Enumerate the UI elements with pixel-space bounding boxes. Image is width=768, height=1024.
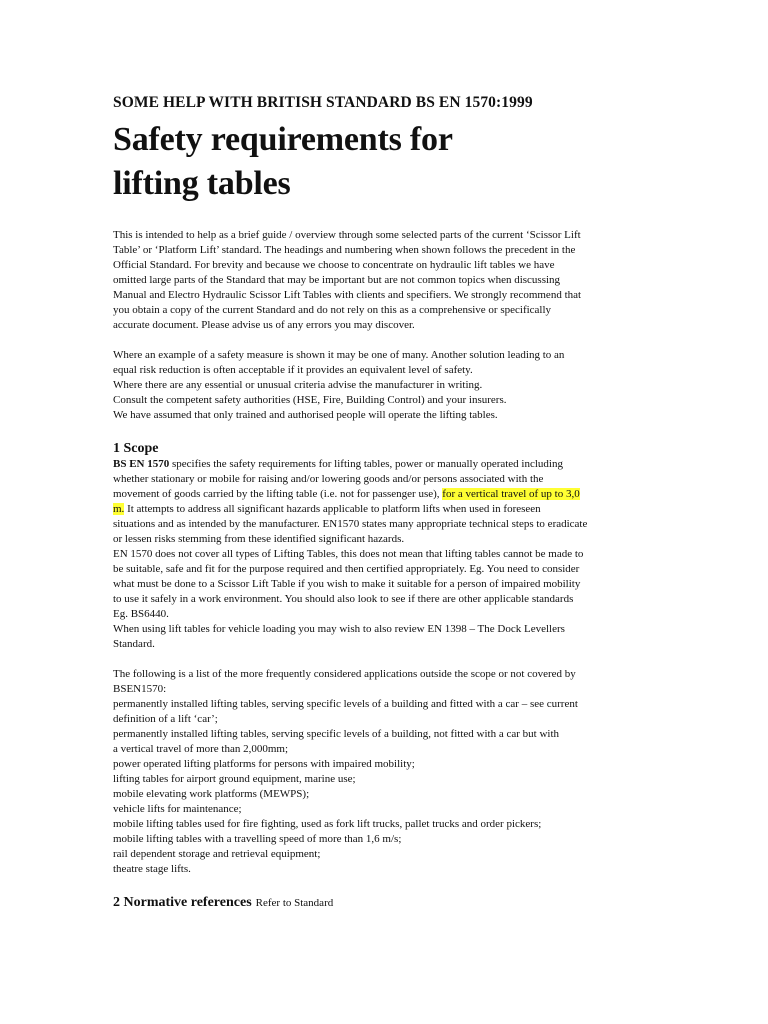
text-line: to use it safely in a work environment. You should also look to see if there are other applicable standards (113, 593, 574, 605)
list-item: rail dependent storage and retrieval equipment; (113, 848, 321, 860)
text-line: Standard. (113, 638, 155, 650)
list-item: mobile elevating work platforms (MEWPS); (113, 788, 310, 800)
safety-note-paragraph (113, 348, 658, 423)
title-line: Safety requirements for (113, 121, 453, 158)
text-line: Where there are any essential or unusual criteria advise the manufacturer in writing. (113, 379, 483, 391)
list-item: vehicle lifts for maintenance; (113, 803, 242, 815)
document-page (113, 94, 658, 912)
list-item: power operated lifting platforms for persons with impaired mobility; (113, 758, 415, 770)
normative-references-title: 2 Normative references (113, 895, 252, 910)
text-line: situations and as intended by the manufacturer. EN1570 states many appropriate technical steps to eradicate (113, 518, 588, 530)
list-item: permanently installed lifting tables, serving specific levels of a building and fitted with a car – see current (113, 698, 578, 710)
list-item: theatre stage lifts. (113, 863, 191, 875)
text-line: equal risk reduction is often acceptable if it provides an equivalent level of safety. (113, 364, 473, 376)
text-line (113, 487, 658, 502)
document-title (113, 118, 658, 206)
text-line: We have assumed that only trained and authorised people will operate the lifting tables. (113, 409, 498, 421)
text-line: omitted large parts of the Standard that may be important but are not common topics when discussing (113, 274, 561, 286)
intro-paragraph (113, 228, 658, 333)
text-line: what must be done to a Scissor Lift Table if you wish to make it suitable for a person of impaired mobility (113, 578, 581, 590)
text-line: Official Standard. For brevity and because we choose to concentrate on hydraulic lift tables we have (113, 259, 555, 271)
text-line: Table’ or ‘Platform Lift’ standard. The headings and numbering when shown follows the precedent in the (113, 244, 576, 256)
list-item: a vertical travel of more than 2,000mm; (113, 743, 289, 755)
text-line: you obtain a copy of the current Standard and do not rely on this as a comprehensive or specifically (113, 304, 552, 316)
text-line: accurate document. Please advise us of any errors you may discover. (113, 319, 415, 331)
text-line: Eg. BS6440. (113, 608, 169, 620)
title-line: lifting tables (113, 165, 291, 202)
text-line: This is intended to help as a brief guide / overview through some selected parts of the current ‘Scissor Lift (113, 229, 581, 241)
list-item: definition of a lift ‘car’; (113, 713, 218, 725)
text-run: movement of goods carried by the lifting table (i.e. not for passenger use), (113, 488, 443, 500)
text-line: EN 1570 does not cover all types of Lifting Tables, this does not mean that lifting tables cannot be made to (113, 548, 584, 560)
text-line: When using lift tables for vehicle loading you may wish to also review EN 1398 – The Dock Levellers (113, 623, 565, 635)
list-item: lifting tables for airport ground equipment, marine use; (113, 773, 356, 785)
list-item: permanently installed lifting tables, serving specific levels of a building, not fitted with a car but with (113, 728, 559, 740)
highlighted-text: m. (113, 503, 125, 515)
text-line: be suitable, safe and fit for the purpose required and then certified appropriately. Eg. You need to consider (113, 563, 580, 575)
text-run: It attempts to address all significant hazards applicable to platform lifts when used in foreseen (124, 503, 541, 515)
normative-references-heading (113, 894, 658, 912)
list-item: BSEN1570: (113, 683, 167, 695)
text-line: Consult the competent safety authorities (HSE, Fire, Building Control) and your insurers. (113, 394, 507, 406)
list-item: The following is a list of the more frequently considered applications outside the scope or not covered by (113, 668, 576, 680)
standard-reference: BS EN 1570 (113, 458, 170, 470)
text-run: specifies the safety requirements for lifting tables, power or manually operated including (169, 458, 563, 470)
normative-references-note: Refer to Standard (255, 897, 334, 909)
text-line (113, 502, 658, 517)
text-line: whether stationary or mobile for raising and/or lowering goods and/or persons associated with the (113, 473, 544, 485)
document-kicker: SOME HELP WITH BRITISH STANDARD BS EN 1570:1999 (113, 94, 533, 111)
highlighted-text: for a vertical travel of up to 3,0 (442, 488, 580, 500)
text-line: or lessen risks stemming from these identified significant hazards. (113, 533, 405, 545)
text-line: Where an example of a safety measure is shown it may be one of many. Another solution leading to an (113, 349, 565, 361)
text-line: Manual and Electro Hydraulic Scissor Lift Tables with clients and specifiers. We strongly recommend that (113, 289, 582, 301)
list-item: mobile lifting tables with a travelling speed of more than 1,6 m/s; (113, 833, 402, 845)
list-item: mobile lifting tables used for fire fighting, used as fork lift trucks, pallet trucks and order pickers; (113, 818, 542, 830)
text-line (113, 457, 658, 472)
scope-paragraph (113, 457, 658, 652)
scope-heading: 1 Scope (113, 441, 159, 456)
excluded-applications-list (113, 667, 658, 877)
